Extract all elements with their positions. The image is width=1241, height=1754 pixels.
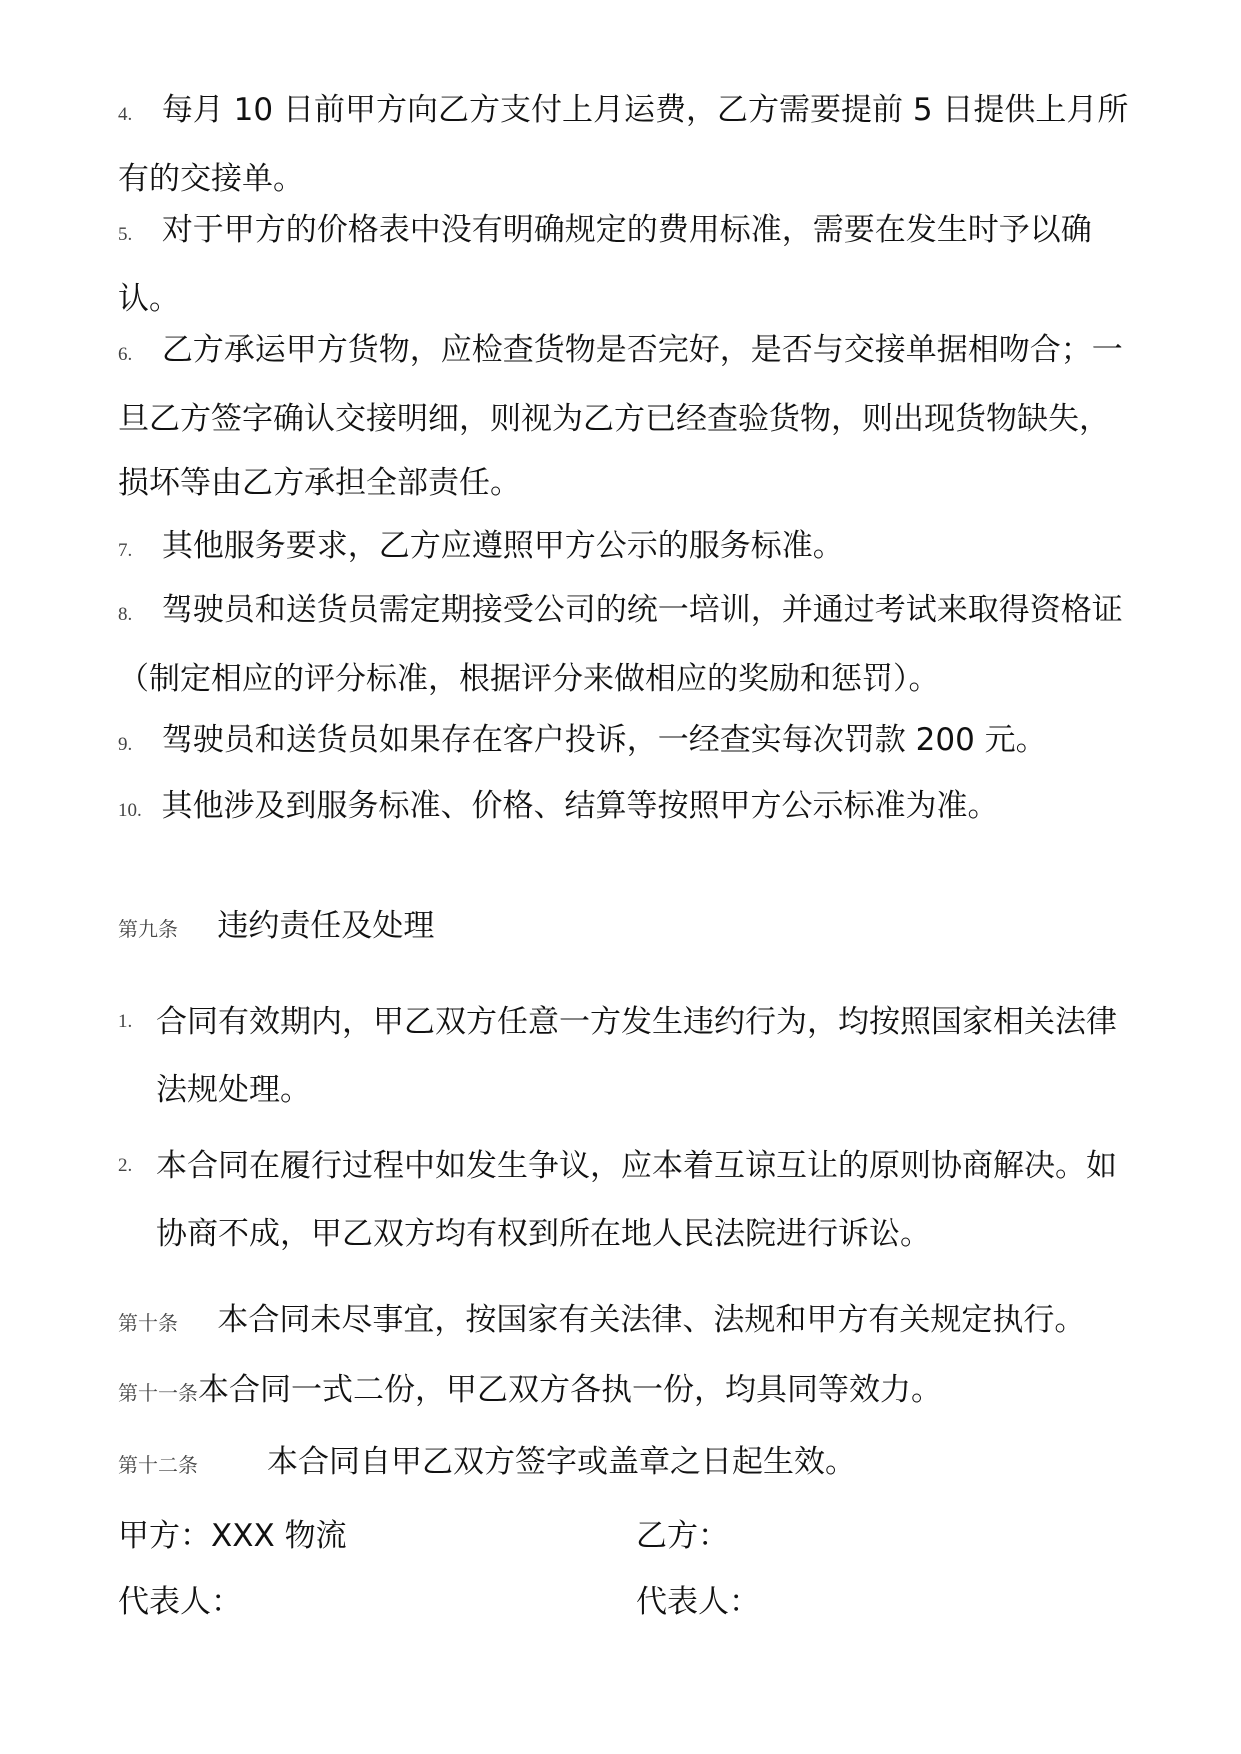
article-10 xyxy=(118,1300,1085,1344)
article-text: 本合同未尽事宜，按国家有关法律、法规和甲方有关规定执行。 xyxy=(217,1302,1086,1338)
clause-number: 9. xyxy=(118,734,133,755)
clause-6 xyxy=(118,318,1138,515)
clause-4 xyxy=(118,78,1138,211)
clause-number: 10. xyxy=(118,800,142,821)
clause-number: 1. xyxy=(118,1011,133,1032)
clause-number: 6. xyxy=(118,344,133,365)
clause-text: 其他涉及到服务标准、价格、结算等按照甲方公示标准为准。 xyxy=(161,788,999,824)
article-text: 本合同一式二份，甲乙双方各执一份，均具同等效力。 xyxy=(198,1372,942,1408)
article-12 xyxy=(118,1442,856,1486)
article-label: 第十条 xyxy=(118,1313,178,1335)
article-title: 违约责任及处理 xyxy=(217,908,435,944)
clause-10 xyxy=(118,774,1138,843)
article-label: 第十二条 xyxy=(118,1455,198,1477)
clause-8 xyxy=(118,578,1138,711)
clause-text: 其他服务要求，乙方应遵照甲方公示的服务标准。 xyxy=(161,528,844,564)
clause-text: 乙方承运甲方货物，应检查货物是否完好，是否与交接单据相吻合；一旦乙方签字确认交接明细，则视为乙方已经查验货物，则出现货物缺失，损坏等由乙方承担全部责任。 xyxy=(118,332,1123,501)
clause-text: 合同有效期内，甲乙双方任意一方发生违约行为，均按照国家相关法律法规处理。 xyxy=(156,1004,1117,1108)
article-label: 第十一条 xyxy=(118,1383,198,1405)
clause-text: 每月 10 日前甲方向乙方支付上月运费，乙方需要提前 5 日提供上月所有的交接单。 xyxy=(118,92,1129,197)
article-11 xyxy=(118,1370,942,1414)
party-b-representative: 代表人： xyxy=(636,1584,760,1620)
breach-clause-2 xyxy=(118,1132,1138,1268)
clause-text: 本合同在履行过程中如发生争议，应本着互谅互让的原则协商解决。如协商不成，甲乙双方均有权到所在地人民法院进行诉讼。 xyxy=(156,1148,1117,1252)
article-9-heading xyxy=(118,906,434,950)
party-a-signature: 甲方：XXX 物流 xyxy=(118,1518,347,1554)
clause-number: 7. xyxy=(118,540,133,561)
clause-number: 5. xyxy=(118,224,133,245)
clause-text: 驾驶员和送货员需定期接受公司的统一培训，并通过考试来取得资格证（制定相应的评分标准，根据评分来做相应的奖励和惩罚）。 xyxy=(118,592,1123,697)
party-a-representative: 代表人： xyxy=(118,1584,242,1620)
clause-text: 对于甲方的价格表中没有明确规定的费用标准，需要在发生时予以确认。 xyxy=(118,212,1092,317)
article-label: 第九条 xyxy=(118,919,178,941)
clause-9 xyxy=(118,708,1138,777)
party-b-signature: 乙方： xyxy=(636,1518,729,1554)
clause-text: 驾驶员和送货员如果存在客户投诉，一经查实每次罚款 200 元。 xyxy=(161,722,1047,758)
clause-5 xyxy=(118,198,1138,331)
clause-number: 4. xyxy=(118,104,133,125)
clause-number: 8. xyxy=(118,604,133,625)
clause-7 xyxy=(118,514,1138,583)
breach-clause-1 xyxy=(118,988,1138,1124)
article-text: 本合同自甲乙双方签字或盖章之日起生效。 xyxy=(266,1444,856,1480)
clause-number: 2. xyxy=(118,1155,133,1176)
